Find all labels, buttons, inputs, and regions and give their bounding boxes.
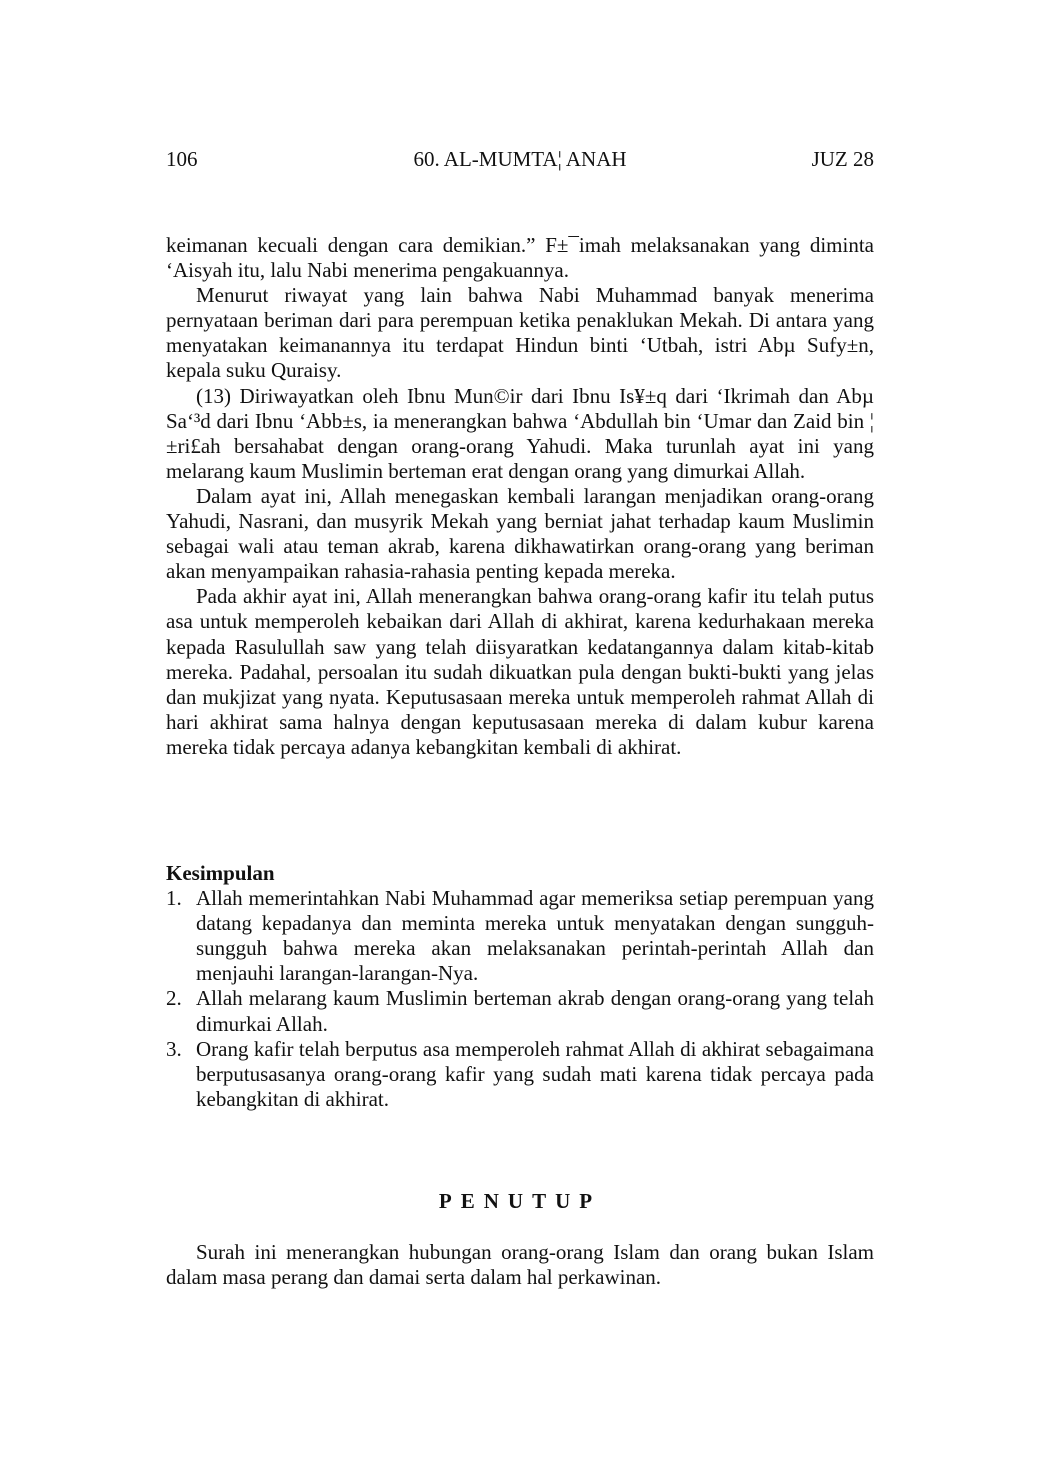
body-text (166, 233, 874, 760)
list-item-number: 1. (166, 886, 182, 911)
paragraph: Dalam ayat ini, Allah menegaskan kembali larangan menjadikan orang-orang Yahudi, Nasrani, dan musyrik Mekah yang berniat jahat terhadap kaum Muslimin sebagai wali atau teman akrab, karena dikhawatirkan orang-orang yang beriman akan menyampaikan rahasia-rahasia penting kepada mereka. (166, 483, 874, 584)
chapter-title: 60. AL-MUMTA¦ ANAH (413, 147, 627, 171)
page-number: 106 (166, 147, 198, 171)
closing-paragraph: Surah ini menerangkan hubungan orang-orang Islam dan orang bukan Islam dalam masa perang dan damai serta dalam hal perkawinan. (166, 1240, 874, 1290)
paragraph: Pada akhir ayat ini, Allah menerangkan bahwa orang-orang kafir itu telah putus asa untuk memperoleh kebaikan dari Allah di akhirat, karena kedurhakaan mereka kepada Rasulullah saw yang telah diisyaratkan kedatangannya dalam kitab-kitab mereka. Padahal, persoalan itu sudah dikuatkan pula dengan bukti-bukti yang jelas dan mukjizat yang nyata. Keputusasaan mereka untuk memperoleh rahmat Allah di hari akhirat sama halnya dengan keputusasaan mereka di dalam kubur karena mereka tidak percaya adanya kebangkitan kembali di akhirat. (166, 584, 874, 759)
running-head (166, 145, 874, 173)
paragraph-continuation: keimanan kecuali dengan cara demikian.” F±¯imah melaksanakan yang diminta ‘Aisyah itu, lalu Nabi menerima pengakuannya. (166, 233, 874, 283)
list-item-text: Allah melarang kaum Muslimin berteman akrab dengan orang-orang yang telah dimurkai Allah. (196, 986, 874, 1036)
closing-section (166, 1240, 874, 1290)
conclusion-list (166, 886, 874, 1112)
juz-label: JUZ 28 (811, 147, 874, 171)
conclusion-section (166, 861, 874, 1112)
paragraph: Menurut riwayat yang lain bahwa Nabi Muhammad banyak menerima pernyataan beriman dari para perempuan ketika penaklukan Mekah. Di antara yang menyatakan keimanannya itu terdapat Hindun binti ‘Utbah, istri Abµ Sufy±n, kepala suku Quraisy. (166, 283, 874, 383)
paragraph: (13) Diriwayatkan oleh Ibnu Mun©ir dari Ibnu Is¥±q dari ‘Ikrimah dan Abµ Sa‘³d dari Ibnu ‘Abb±s, ia menerangkan bahwa ‘Abdullah bin ‘Umar dan Zaid bin ¦ ±ri£ah bersahabat dengan orang-orang Yahudi. Maka turunlah ayat ini yang melarang kaum Muslimin berteman erat dengan orang yang dimurkai Allah. (166, 383, 874, 483)
conclusion-heading: Kesimpulan (166, 861, 275, 885)
list-item (166, 1037, 874, 1112)
list-item-text: Allah memerintahkan Nabi Muhammad agar memeriksa setiap perempuan yang datang kepadanya dan meminta mereka untuk menyatakan dengan sungguh-sungguh bahwa mereka akan melaksanakan perintah-perintah Allah dan menjauhi larangan-larangan-Nya. (196, 886, 874, 986)
list-item-number: 2. (166, 986, 182, 1011)
list-item (166, 886, 874, 986)
list-item-number: 3. (166, 1036, 182, 1061)
book-page (166, 0, 874, 1475)
list-item-text: Orang kafir telah berputus asa memperoleh rahmat Allah di akhirat sebagaimana berputusasanya orang-orang kafir yang sudah mati karena tidak percaya pada kebangkitan di akhirat. (196, 1036, 874, 1111)
closing-title: PENUTUP (438, 1189, 602, 1213)
list-item (166, 986, 874, 1036)
